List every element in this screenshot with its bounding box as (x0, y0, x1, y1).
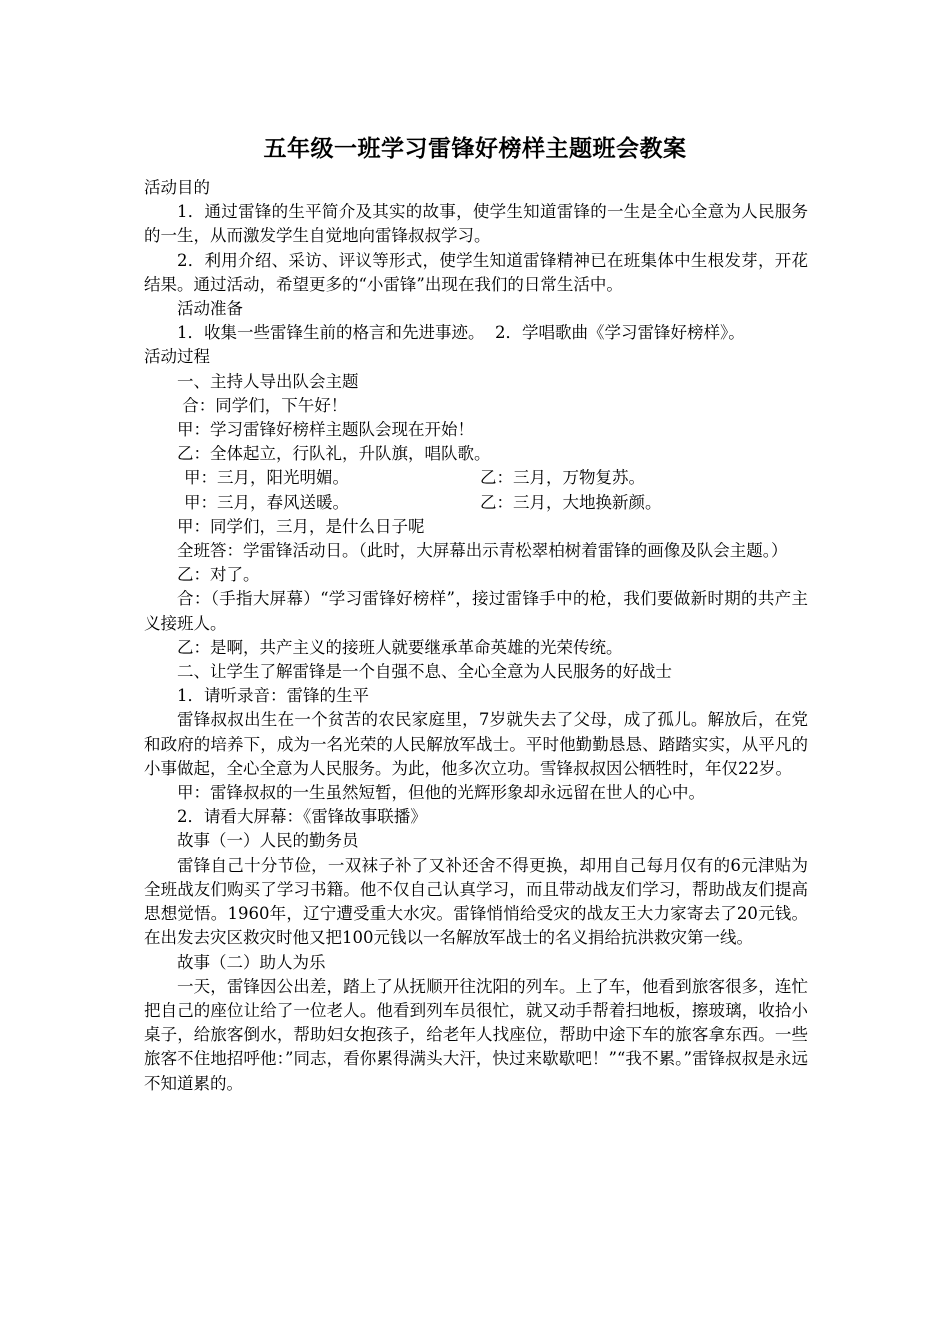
paragraph: 合：（手指大屏幕）“学习雷锋好榜样”，接过雷锋手中的枪，我们要做新时期的共产主义接班人。 (144, 589, 808, 633)
subsection-heading: 2．请看大屏幕：《雷锋故事联播》 (177, 807, 427, 827)
dialogue-line: 乙：是啊，共产主义的接班人就要继承革命英雄的光荣传统。 (177, 637, 623, 657)
paragraph: 雷锋叔叔出生在一个贫苦的农民家庭里，7岁就失去了父母，成了孤儿。解放后，在党和政府的培养下，成为一名光荣的人民解放军战士。平时他勤勤恳恳、踏踏实实，从平凡的小事做起，全心全意为人民服务。为此，他多次立功。雪锋叔叔因公牺牲时，年仅22岁。 (144, 710, 808, 778)
paragraph: 1．收集一些雷锋生前的格言和先进事迹。 2．学唱歌曲《学习雷锋好榜样》。 (177, 323, 745, 343)
subsection-heading: 1．请听录音：雷锋的生平 (177, 686, 369, 706)
section-heading: 二、让学生了解雷锋是一个自强不息、全心全意为人民服务的好战士 (177, 662, 672, 682)
paragraph: 2．利用介绍、采访、评议等形式，使学生知道雷锋精神已在班集体中生根发芽，开花结果。通过活动，希望更多的“小雷锋”出现在我们的日常生活中。 (144, 250, 808, 294)
heading-activity-purpose: 活动目的 (144, 178, 210, 197)
story-heading: 故事（二）助人为乐 (177, 952, 326, 972)
paragraph: 一、主持人导出队会主题 (177, 371, 359, 391)
document-title: 五年级一班学习雷锋好榜样主题班会教案 (263, 136, 687, 162)
paragraph: 一天，雷锋因公出差，踏上了从抚顺开往沈阳的列车。上了车，他看到旅客很多，连忙把自己的座位让给了一位老人。他看到列车员很忙，就又动手帮着扫地板，擦玻璃，收拾小桌子，给旅客倒水，帮助妇女抱孩子，给老年人找座位，帮助中途下车的旅客拿东西。一些旅客不住地招呼他：”同志，看你累得满头大汗，快过来歇歇吧！”“我不累。”雷锋叔叔是永远不知道累的。 (144, 976, 808, 1093)
heading-activity-preparation: 活动准备 (177, 299, 243, 319)
story-heading: 故事（一）人民的勤务员 (177, 831, 359, 851)
heading-activity-process: 活动过程 (144, 347, 210, 367)
dialogue-line: 甲：雷锋叔叔的一生虽然短暂，但他的光辉形象却永远留在世人的心中。 (177, 783, 705, 803)
document-body (144, 176, 808, 1096)
dialogue-line: 合：同学们，下午好！ (177, 395, 348, 415)
dialogue-line: 甲：学习雷锋好榜样主题队会现在开始！ (177, 420, 474, 440)
paragraph: 1．通过雷锋的生平简介及其实的故事，使学生知道雷锋的一生是全心全意为人民服务的一生，从而激发学生自觉地向雷锋叔叔学习。 (144, 202, 808, 246)
paragraph: 全班答：学雷锋活动日。（此时，大屏幕出示青松翠柏树着雷锋的画像及队会主题。） (177, 541, 788, 561)
dialogue-right: 乙：三月，大地换新颜。 (480, 492, 662, 512)
dialogue-row (144, 491, 808, 515)
dialogue-line: 乙：全体起立，行队礼，升队旗，唱队歌。 (177, 444, 491, 464)
paragraph: 雷锋自己十分节俭，一双袜子补了又补还舍不得更换，却用自己每月仅有的6元津贴为全班战友们购买了学习书籍。他不仅自己认真学习，而且带动战友们学习，帮助战友们提高思想觉悟。1960年，辽宁遭受重大水灾。雷锋悄悄给受灾的战友王大力家寄去了20元钱。在出发去灾区救灾时他又把100元钱以一名解放军战士的名义捐给抗洪救灾第一线。 (144, 855, 808, 948)
dialogue-left: 甲：三月，春风送暖。 (184, 492, 349, 512)
dialogue-right: 乙：三月，万物复苏。 (480, 468, 645, 488)
dialogue-row (144, 466, 808, 490)
dialogue-line: 甲：同学们，三月，是什么日子呢 (177, 516, 425, 536)
dialogue-line: 乙：对了。 (177, 565, 260, 585)
dialogue-left: 甲：三月，阳光明媚。 (184, 468, 349, 488)
